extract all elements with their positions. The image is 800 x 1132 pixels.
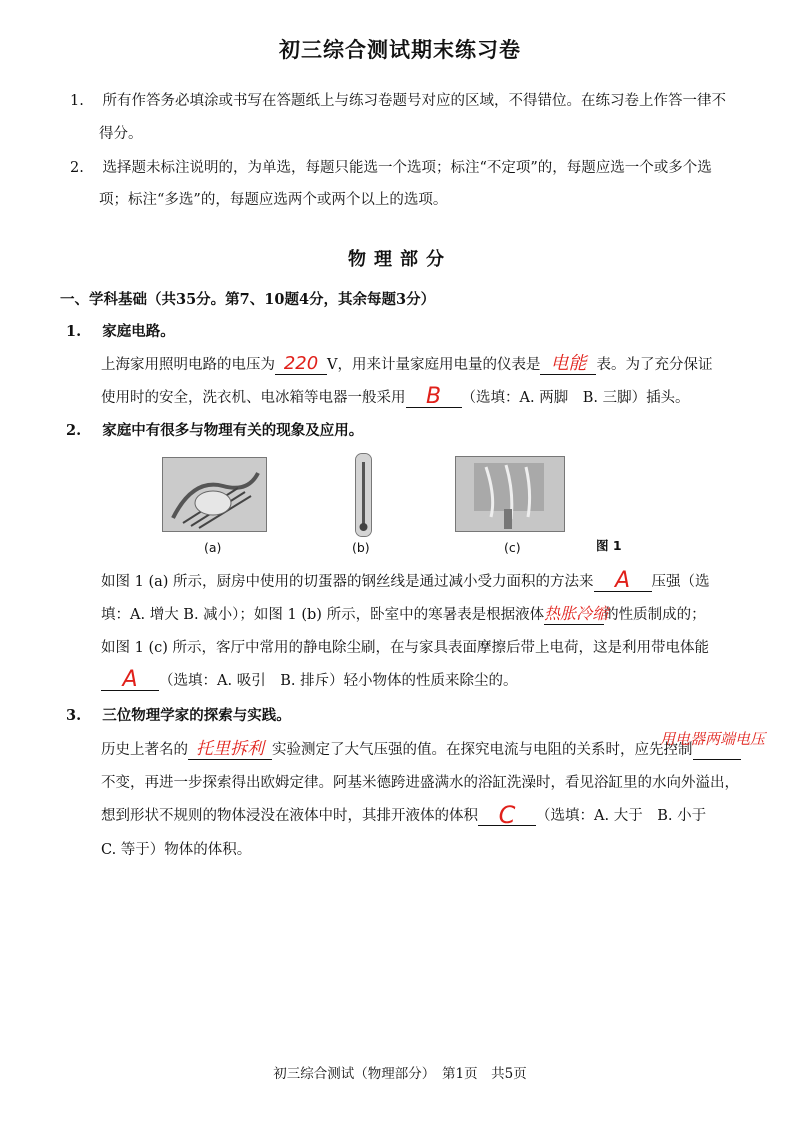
- q1-text: （选填：A. 两脚 B. 三脚）插头。: [461, 390, 690, 406]
- q2-blank-3[interactable]: [101, 667, 159, 692]
- q2-line-3: 如图 1 (c) 所示，客厅中常用的静电除尘刷，在与家具表面摩擦后带上电荷，这是利用带电体能: [101, 640, 709, 656]
- page-title: 初三综合测试期末练习卷: [279, 37, 521, 62]
- note-1-cont: 得分。: [99, 126, 143, 142]
- note-number: 2.: [70, 160, 84, 176]
- handwritten-answer: 电能: [550, 353, 587, 374]
- q2-blank-2[interactable]: [544, 604, 609, 625]
- note-text: 所有作答务必填涂或书写在答题纸上与练习卷题号对应的区域，不得错位。在练习卷上作答一律不: [102, 93, 726, 109]
- q1-text: 上海家用照明电路的电压为: [101, 357, 275, 373]
- q3-blank-3[interactable]: [478, 801, 536, 829]
- handwritten-answer: B: [425, 384, 442, 409]
- q3-line-3: [101, 801, 707, 829]
- q3-line-4: C. 等于）物体的体积。: [101, 842, 252, 858]
- figure-caption: 图 1: [596, 538, 622, 553]
- q2-text: 的性质制成的；: [604, 607, 706, 623]
- q1-line-1: [101, 355, 712, 375]
- handwritten-answer: 托里拆利: [196, 739, 264, 759]
- note-2: [70, 158, 712, 178]
- q2-line-4: [101, 667, 518, 692]
- q2-text: 如图 1 (a) 所示，厨房中使用的切蛋器的钢丝线是通过减小受力面积的方法来: [101, 574, 594, 590]
- q2-text: 填：A. 增大 B. 减小）；如图 1 (b) 所示，卧室中的寒暑表是根据液体: [101, 607, 545, 623]
- q2-number: 2.: [66, 422, 82, 439]
- page-footer: 初三综合测试（物理部分） 第1页 共5页: [273, 1066, 527, 1082]
- q1-stem: 家庭电路。: [102, 323, 175, 340]
- handwritten-answer: 热胀冷缩: [544, 604, 609, 623]
- figure-a-egg-slicer: [162, 457, 267, 532]
- q2-text: 压强（选: [651, 574, 710, 590]
- q3-stem: 三位物理学家的探索与实践。: [102, 707, 291, 724]
- q3-line-1: [101, 740, 741, 760]
- q2-heading: [66, 421, 363, 441]
- q3-heading: [66, 706, 291, 726]
- section-title: 物理部分: [348, 249, 452, 270]
- part-heading: 一、学科基础（共35分。第7、10题4分，其余每题3分）: [60, 291, 436, 308]
- q1-line-2: [101, 384, 690, 409]
- q2-stem: 家庭中有很多与物理有关的现象及应用。: [102, 422, 364, 439]
- q3-text: 想到形状不规则的物体浸没在液体中时，其排开液体的体积: [101, 808, 478, 824]
- q1-blank-1[interactable]: [275, 353, 327, 375]
- q3-text: （选填：A. 大于 B. 小于: [536, 808, 707, 824]
- handwritten-answer: A: [614, 568, 631, 593]
- handwritten-answer: A: [122, 667, 138, 692]
- q2-blank-1[interactable]: [594, 568, 652, 593]
- figure-c-duster: [455, 456, 565, 532]
- handwritten-answer: C: [498, 801, 516, 829]
- q1-text: 表。为了充分保证: [596, 357, 713, 373]
- q2-text: （选填：A. 吸引 B. 排斥）轻小物体的性质来除尘的。: [159, 673, 518, 689]
- q1-blank-3[interactable]: [406, 384, 462, 409]
- q1-text: V，用来计量家庭用电量的仪表是: [327, 357, 541, 373]
- note-2-cont: 项；标注“多选”的，每题应选两个或两个以上的选项。: [99, 192, 448, 208]
- q1-number: 1.: [66, 323, 82, 340]
- q3-text: 历史上著名的: [101, 742, 188, 758]
- note-1: [70, 91, 726, 111]
- note-number: 1.: [70, 93, 84, 109]
- figure-b-thermometer: [355, 453, 372, 537]
- q1-heading: [66, 322, 175, 342]
- q2-line-2: [101, 605, 706, 625]
- q3-blank-1[interactable]: [188, 741, 272, 760]
- handwritten-answer-q3-2: 用电器两端电压: [660, 730, 766, 748]
- handwritten-answer: 220: [283, 353, 319, 374]
- q3-line-2: 不变，再进一步探索得出欧姆定律。阿基米德跨进盛满水的浴缸洗澡时，看见浴缸里的水向外溢出，: [101, 775, 739, 791]
- q1-blank-2[interactable]: [540, 353, 596, 375]
- caption-b: (b): [352, 540, 370, 555]
- note-text: 选择题未标注说明的，为单选，每题只能选一个选项；标注“不定项”的，每题应选一个或多个选: [102, 160, 712, 176]
- q2-line-1: [101, 568, 710, 593]
- q1-text: 使用时的安全，洗衣机、电冰箱等电器一般采用: [101, 390, 406, 406]
- q3-text: 实验测定了大气压强的值。在探究电流与电阻的关系时，应先控制: [272, 742, 693, 758]
- caption-c: (c): [504, 540, 521, 555]
- q3-number: 3.: [66, 707, 82, 724]
- caption-a: (a): [204, 540, 222, 555]
